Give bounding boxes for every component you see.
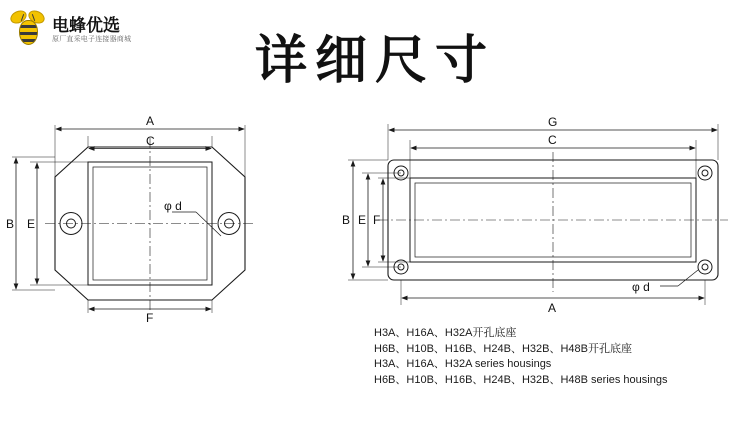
left-label-c: C — [146, 134, 155, 148]
left-phid-leader — [196, 212, 221, 236]
caption-list — [374, 326, 667, 388]
caption-line-1: H3A、H16A、H32A开孔底座 — [374, 327, 517, 339]
right-label-e: E — [358, 213, 367, 227]
brand-name: 电蜂优选 — [52, 15, 120, 35]
right-label-phid: φ d — [632, 280, 650, 294]
right-label-f: F — [373, 213, 381, 227]
left-label-phid: φ d — [164, 199, 182, 213]
dimension-drawings-svg — [0, 100, 750, 330]
left-label-e: E — [27, 217, 36, 231]
left-label-f: F — [146, 311, 154, 325]
right-hole-br — [698, 260, 712, 274]
right-label-c: C — [548, 133, 557, 147]
right-phid-leader — [678, 270, 698, 286]
right-hole-br-inner — [702, 264, 708, 270]
right-hole-tr — [698, 166, 712, 180]
brand-subtitle: 原厂直采电子连接器商城 — [52, 35, 132, 43]
left-drawing-labels — [6, 114, 182, 325]
caption-line-2: H6B、H10B、H16B、H24B、H32B、H48B开孔底座 — [374, 342, 632, 355]
left-drawing-group — [12, 125, 255, 313]
right-drawing-group — [348, 124, 728, 305]
right-label-g: G — [548, 115, 558, 129]
right-hole-tr-inner — [702, 170, 708, 176]
left-label-a: A — [146, 114, 155, 128]
caption-line-3: H3A、H16A、H32A series housings — [374, 358, 552, 370]
right-label-a: A — [548, 301, 557, 315]
left-label-b: B — [6, 217, 15, 231]
right-label-b: B — [342, 213, 351, 227]
caption-line-4: H6B、H10B、H16B、H24B、H32B、H48B series housings — [374, 373, 668, 386]
page-title: 详细尺寸 — [254, 31, 495, 91]
drawings-area — [0, 100, 750, 330]
